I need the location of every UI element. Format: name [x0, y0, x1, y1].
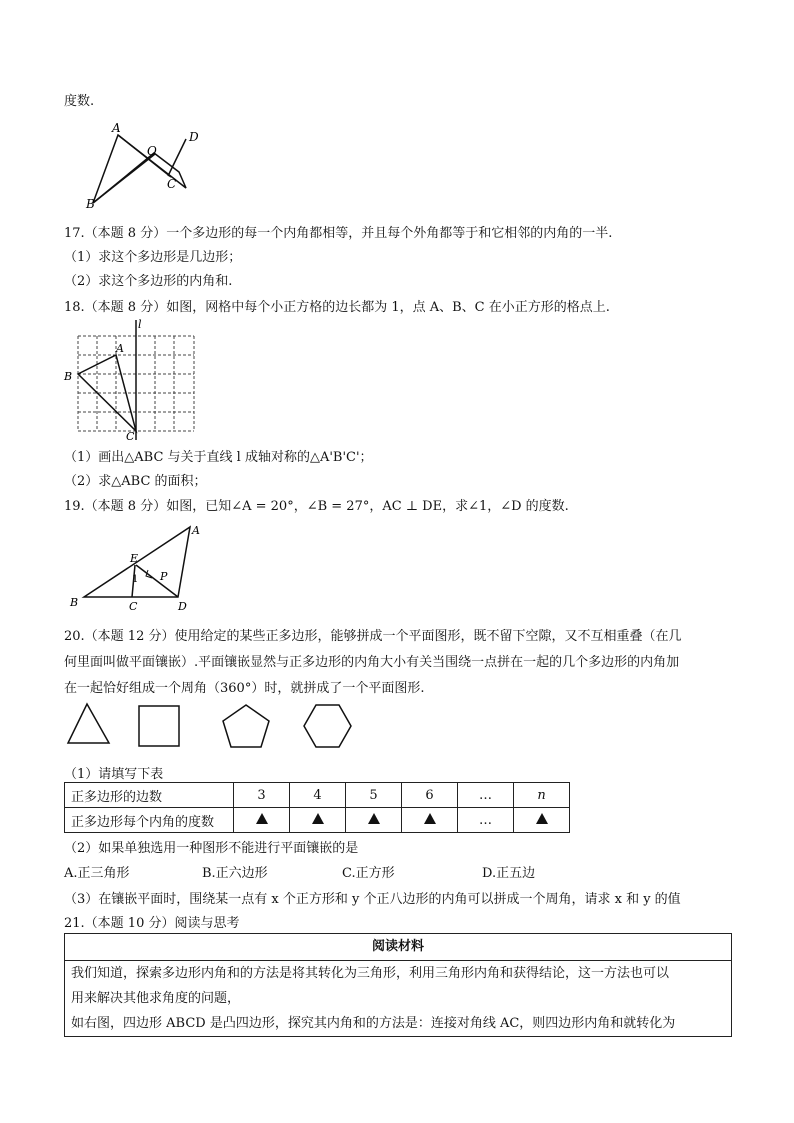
- triangle-shape: [68, 704, 109, 743]
- label-d: D: [178, 600, 187, 612]
- q18-part2: （2）求△ABC 的面积；: [64, 474, 207, 489]
- interior-angle-table: [64, 782, 570, 833]
- label-e: E: [130, 552, 139, 565]
- option-c[interactable]: C.正方形: [342, 866, 395, 881]
- label-a: A: [116, 342, 124, 355]
- figure-q16: [60, 118, 220, 210]
- blank-marker[interactable]: [402, 808, 458, 833]
- label-c: C: [126, 430, 135, 442]
- q19-stem: 19.（本题 8 分）如图，已知∠A = 20°，∠B = 27°，AC ⊥ DE，求∠1，∠D 的度数.: [64, 499, 569, 514]
- label-b: B: [86, 197, 95, 210]
- reading-line-1: 我们知道，探索多边形内角和的方法是将其转化为三角形，利用三角形内角和获得结论，这一方法也可以: [71, 966, 670, 981]
- option-a[interactable]: A.正三角形: [64, 866, 130, 881]
- triangle-marker-icon: [312, 813, 324, 824]
- label-c: C: [167, 177, 177, 191]
- label-o: O: [147, 144, 157, 158]
- table-cell: 5: [346, 783, 402, 808]
- label-angle-1: 1: [132, 574, 139, 585]
- label-b: B: [70, 596, 79, 609]
- table-cell: …: [458, 783, 514, 808]
- square-shape: [139, 706, 179, 746]
- continued-text: 度数.: [64, 94, 95, 109]
- q18-part1: （1）画出△ABC 与关于直线 l 成轴对称的△A'B'C'；: [64, 450, 373, 465]
- figure-q18-grid: [60, 316, 200, 442]
- q20-stem-line1: 20.（本题 12 分）使用给定的某些正多边形，能够拼成一个平面图形，既不留下空隙，又不互相重叠（在几: [64, 629, 682, 644]
- label-a: A: [192, 524, 200, 537]
- option-b[interactable]: B.正六边形: [202, 866, 268, 881]
- figure-regular-polygons: [64, 700, 364, 754]
- q18-stem: 18.（本题 8 分）如图，网格中每个小正方格的边长都为 1，点 A、B、C 在小正方形的格点上.: [64, 300, 610, 315]
- table-cell: n: [514, 783, 570, 808]
- reading-line-2: 用来解决其他求角度的问题，: [71, 991, 241, 1006]
- q20-part1: （1）请填写下表: [64, 767, 164, 782]
- q20-part2: （2）如果单独选用一种图形不能进行平面镶嵌的是: [64, 841, 359, 856]
- label-b: B: [64, 370, 73, 383]
- q17-part2: （2）求这个多边形的内角和.: [64, 274, 233, 289]
- q17-stem: 17.（本题 8 分）一个多边形的每一个内角都相等，并且每个外角都等于和它相邻的内角的一半.: [64, 226, 613, 241]
- table-cell: …: [458, 808, 514, 833]
- label-a: A: [112, 121, 121, 135]
- reading-material-box: [64, 933, 732, 1037]
- label-d: D: [189, 130, 199, 144]
- triangle-marker-icon: [424, 813, 436, 824]
- label-p: P: [160, 570, 168, 583]
- q21-stem: 21.（本题 10 分）阅读与思考: [64, 916, 240, 931]
- blank-marker[interactable]: [290, 808, 346, 833]
- hexagon-shape: [304, 705, 351, 747]
- option-d[interactable]: D.正五边: [482, 866, 536, 881]
- label-c: C: [129, 600, 138, 612]
- label-l: l: [138, 318, 142, 331]
- triangle-marker-icon: [536, 813, 548, 824]
- blank-marker[interactable]: [234, 808, 290, 833]
- q20-stem-line3: 在一起恰好组成一个周角（360°）时，就拼成了一个平面图形.: [64, 681, 425, 696]
- pentagon-shape: [223, 705, 269, 747]
- table-row: [65, 808, 570, 833]
- table-cell: 6: [402, 783, 458, 808]
- triangle-marker-icon: [368, 813, 380, 824]
- table-row: [65, 783, 570, 808]
- blank-marker[interactable]: [514, 808, 570, 833]
- q20-stem-line2: 何里面叫做平面镶嵌）.平面镶嵌显然与正多边形的内角大小有关当围绕一点拼在一起的几个多边形的内角加: [64, 655, 680, 670]
- q17-part1: （1）求这个多边形是几边形；: [64, 250, 242, 265]
- q20-part3: （3）在镶嵌平面时，围绕某一点有 x 个正方形和 y 个正八边形的内角可以拼成一个周角，请求 x 和 y 的值: [64, 892, 681, 907]
- table-header-sides: 正多边形的边数: [65, 783, 234, 808]
- triangle-marker-icon: [256, 813, 268, 824]
- figure-q19: [62, 520, 202, 612]
- table-cell: 3: [234, 783, 290, 808]
- table-header-angles: 正多边形每个内角的度数: [65, 808, 234, 833]
- reading-line-3: 如右图，四边形 ABCD 是凸四边形，探究其内角和的方法是：连接对角线 AC，则四边形内角和就转化为: [71, 1016, 676, 1031]
- table-cell: 4: [290, 783, 346, 808]
- blank-marker[interactable]: [346, 808, 402, 833]
- reading-material-title: 阅读材料: [65, 934, 731, 961]
